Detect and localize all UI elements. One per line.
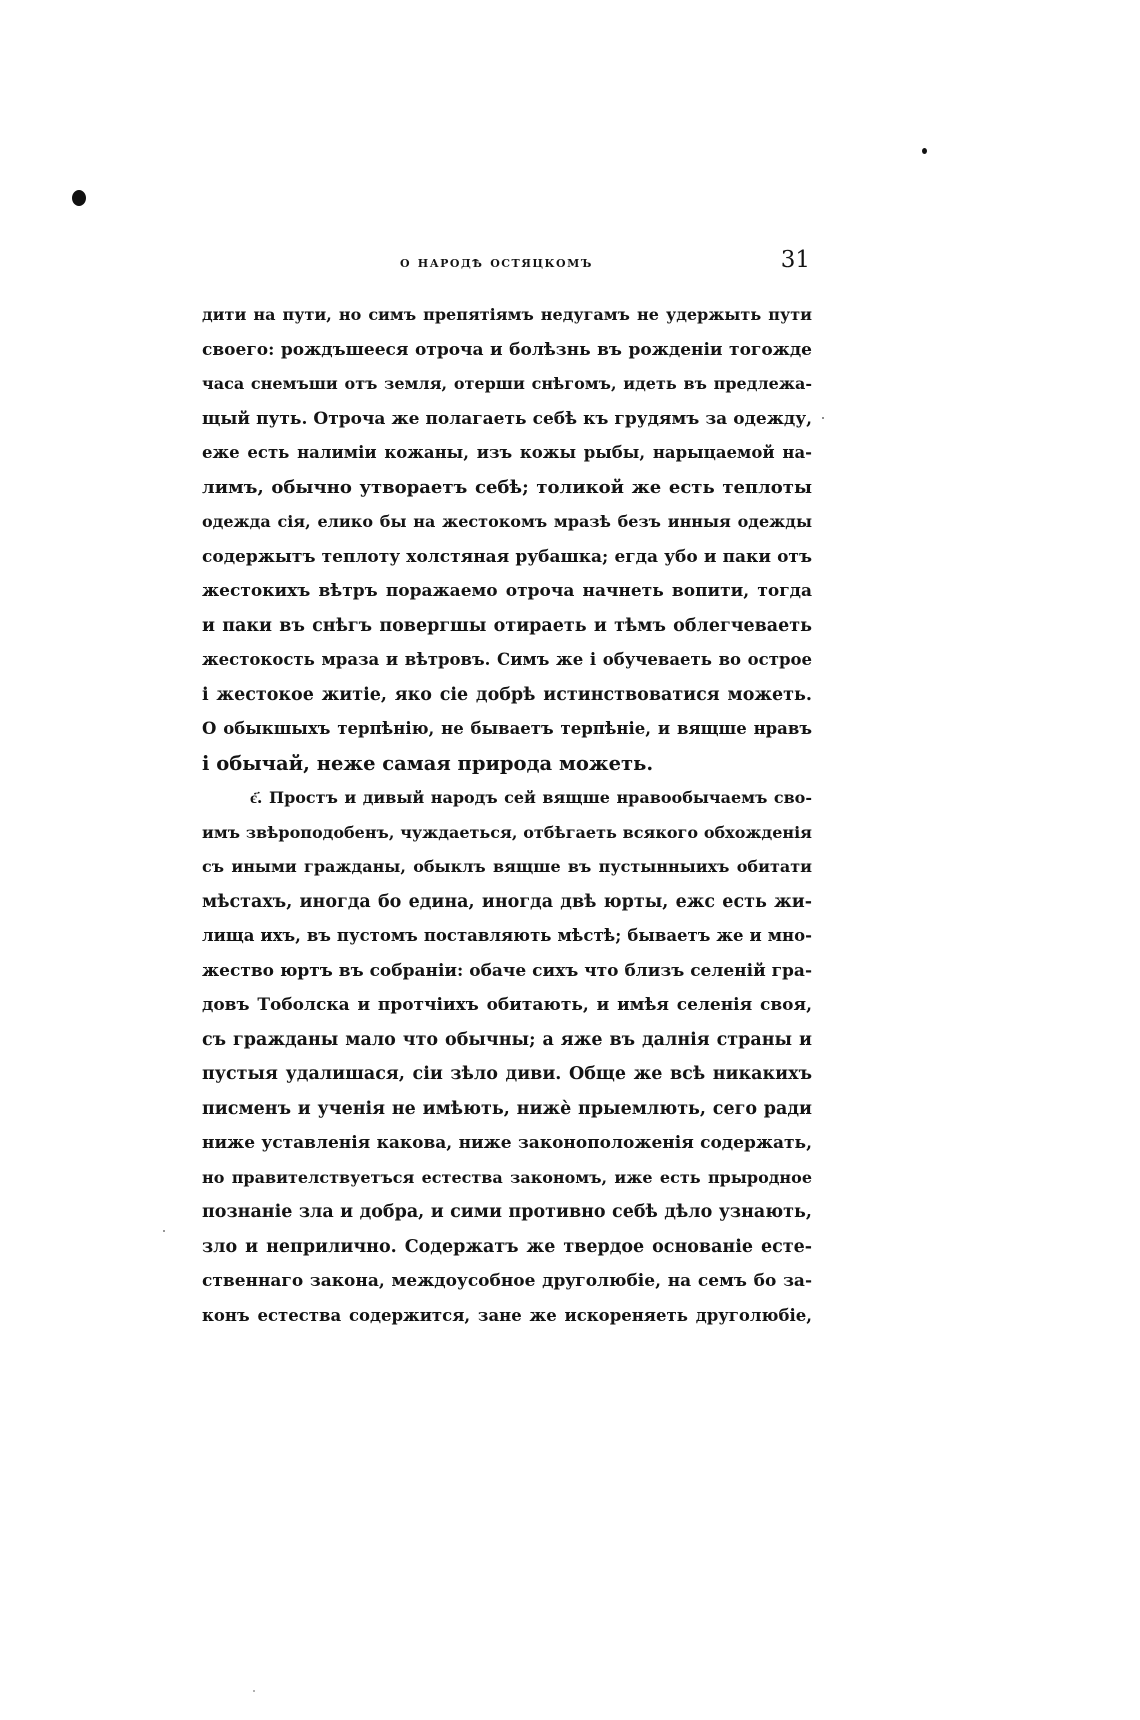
text-line: ниже уставленія какова, ниже законоположенія содержать, [202, 1133, 812, 1153]
text-line-paragraph-start: є҃. Простъ и дивый народъ сей вящше нравообычаемъ сво- [250, 788, 812, 807]
text-line: зло и неприлично. Содержатъ же твердое основаніе есте- [202, 1236, 812, 1257]
text-line: і жестокое житіе, яко сіе добрѣ истинствоватися можеть. [202, 684, 812, 705]
text-line: щый путь. Отроча же полагаеть себѣ къ грудямъ за одежду, [202, 408, 812, 429]
text-line: съ гражданы мало что обычны; а яже въ далнія страны и [202, 1029, 812, 1050]
text-line: содержытъ теплоту холстяная рубашка; егда убо и паки отъ [202, 546, 812, 567]
text-line: писменъ и ученія не имѣють, нижѐ прыемлють, сего ради [202, 1098, 812, 1119]
text-line: жестокихъ вѣтръ поражаемо отроча начнеть вопити, тогда [202, 581, 812, 601]
text-line: лимъ, обычно утвораетъ себѣ; толикой же есть теплоты [202, 476, 812, 498]
text-line: пустыя удалишася, сіи зѣло диви. Обще же всѣ никакихъ [202, 1064, 812, 1084]
text-line: имъ звѣроподобенъ, чуждаеться, отбѣгаеть всякого обхожденія [202, 822, 812, 842]
text-line: жество юртъ въ собраніи: обаче сихъ что близъ селеній гра- [202, 960, 812, 981]
ink-spot [822, 417, 824, 419]
text-line: лища ихъ, въ пустомъ поставляють мѣстѣ; бываетъ же и мно- [202, 926, 812, 945]
text-line: своего: рождъшееся отроча и болѣзнь въ рожденіи тогожде [202, 339, 812, 360]
text-line: мѣстахъ, иногда бо едина, иногда двѣ юрты, ежс есть жи- [202, 891, 812, 912]
text-line: жестокость мраза и вѣтровъ. Симъ же і обучеваеть во острое [202, 650, 812, 669]
ink-spot [922, 148, 927, 154]
text-line: дити на пути, но симъ препятіямъ недугамъ не удержыть пути [202, 305, 812, 324]
text-line: одежда сія, елико бы на жестокомъ мразѣ безъ инныя одежды [202, 512, 812, 531]
text-line: и паки въ снѣгъ повергшы отираеть и тѣмъ облегчеваеть [202, 615, 812, 636]
text-line: ственнаго закона, междоусобное дрyголюбіе, на семъ бо за- [202, 1271, 812, 1291]
text-line: О обыкшыхъ терпѣнію, не бываетъ терпѣніе, и вящше нравъ [202, 719, 812, 738]
ink-spot [163, 1230, 165, 1232]
ink-spot [72, 190, 86, 206]
text-line: но правителствуетъся естества закономъ, иже есть прыродное [202, 1167, 812, 1187]
text-line: познаніе зла и добра, и сими противно себѣ дѣло узнають, [202, 1202, 812, 1222]
text-line: конъ естества содержится, зане же искореняеть друголюбіе, [202, 1305, 812, 1325]
body-text [202, 298, 812, 1346]
page-header [200, 247, 810, 281]
ink-spot [253, 1690, 255, 1692]
running-title: о народѣ остяцкомъ [400, 253, 593, 271]
text-line-paragraph-end: і обычай, неже самая природа можеть. [202, 751, 654, 775]
text-line: съ иными гражданы, обыклъ вящше въ пустынныихъ обитати [202, 857, 812, 876]
page-number: 31 [780, 247, 810, 273]
text-line: довъ Тоболска и протчіихъ обитають, и имѣя селенія своя, [202, 995, 812, 1015]
text-line: часа снемъши отъ земля, отерши снѣгомъ, идеть въ предлежа- [202, 374, 812, 393]
text-line: еже есть налимiи кожаны, изъ кожы рыбы, нарыцаемой на- [202, 443, 812, 462]
